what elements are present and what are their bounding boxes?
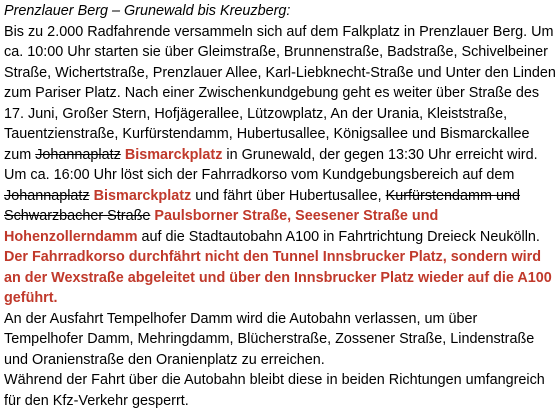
- route-text: Um ca. 16:00 Uhr löst sich der Fahrradkorso vom Kundgebungsbereich auf dem: [4, 167, 515, 183]
- inserted-place-name: Bismarckplatz: [124, 146, 223, 163]
- tunnel-detour-notice: Der Fahrradkorso durchfährt nicht den Tunnel Innsbrucker Platz, sondern wird an der Wexstraße abgeleitet und über den Innsbrucker Platz wieder auf die A100 geführt.: [4, 249, 552, 306]
- deleted-place-name: Johannaplatz: [35, 146, 121, 163]
- route-text: Bis zu 2.000 Radfahrende versammeln sich auf dem Falkplatz in Prenzlauer Berg. Um ca. 10:00 Uhr starten sie über Gleimstraße, Brunnenstraße, Badstraße, Schivelbeiner Straße, Wichertstraße, Prenzlauer Allee, Karl-Liebknecht-Straße und Unter den Linden zum Pariser Platz. Nach einer Zwischenkundgebung geht es weiter über Straße des 17. Juni, Großer Stern, Hofjägerallee, Lützowplatz, An der Urania, Kleiststraße, Tauentzienstraße, Kurfürstendamm, Hubertusallee, Königsallee und Bismarckallee zum: [4, 23, 556, 163]
- route-paragraph-start: [4, 22, 556, 166]
- deleted-place-name: Johannaplatz: [4, 187, 90, 204]
- route-heading: Prenzlauer Berg – Grunewald bis Kreuzberg:: [4, 3, 291, 19]
- route-paragraph-return: [4, 165, 556, 247]
- route-text: in Grunewald, der gegen 13:30 Uhr erreicht wird.: [222, 146, 538, 163]
- inserted-place-name: Bismarckplatz: [93, 187, 192, 204]
- route-text: und fährt über Hubertusallee,: [191, 187, 386, 204]
- route-text: auf die Stadtautobahn A100 in Fahrtrichtung Dreieck Neukölln.: [137, 228, 540, 245]
- inserted-street-names: Paulsborner Straße, Seesener Straße und Hohenzollerndamm: [4, 208, 439, 245]
- route-paragraph-closure: Während der Fahrt über die Autobahn bleibt diese in beiden Richtungen umfangreich für den Kfz-Verkehr gesperrt.: [4, 372, 545, 409]
- deleted-street-names: Kurfürstendamm und Schwarzbacher Straße: [4, 187, 521, 224]
- route-paragraph-exit: An der Ausfahrt Tempelhofer Damm wird die Autobahn verlassen, um über Tempelhofer Damm, Mehringdamm, Blücherstraße, Zossener Straße, Lindenstraße und Oranienstraße den Oranienplatz zu erreichen.: [4, 310, 535, 368]
